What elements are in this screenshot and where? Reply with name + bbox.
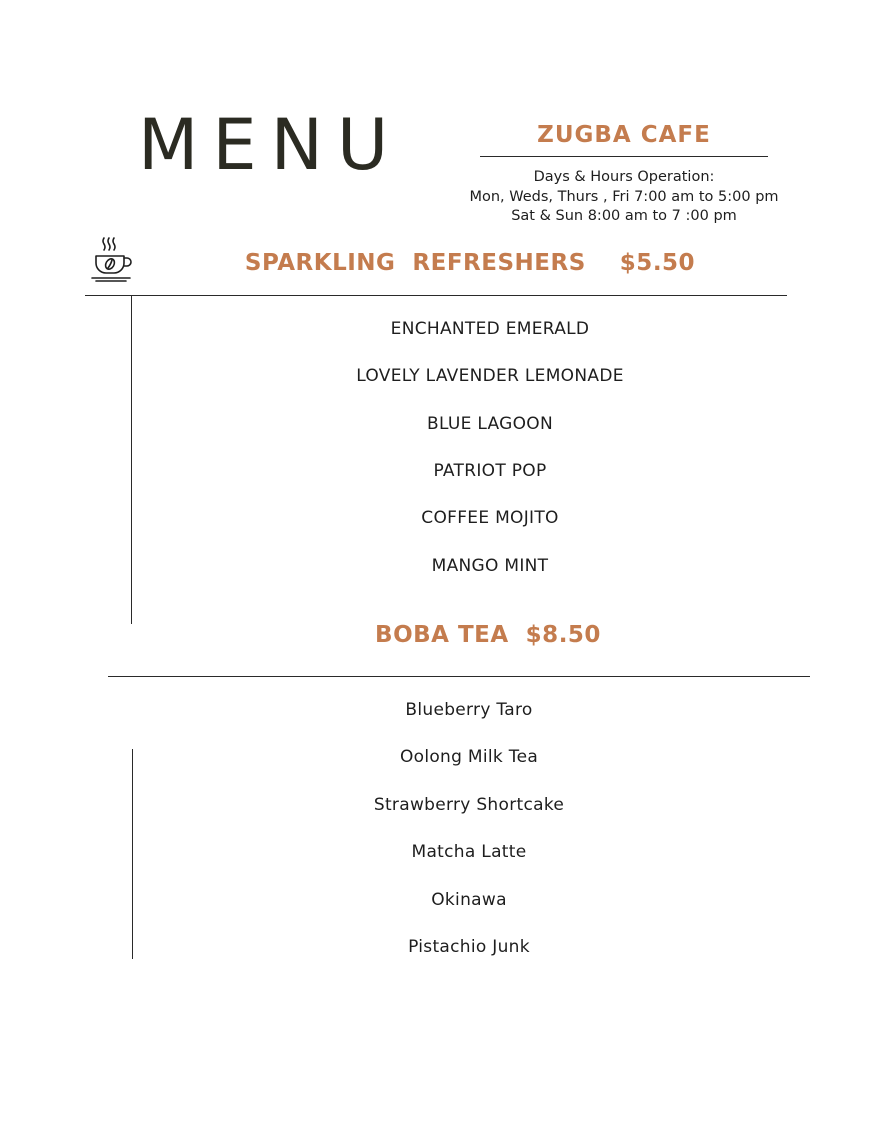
section-vertical-line	[132, 749, 133, 959]
cafe-name: ZUGBA CAFE	[537, 122, 711, 148]
coffee-cup-icon	[88, 234, 134, 284]
section-heading-sparkling-refreshers: SPARKLING REFRESHERS $5.50	[244, 250, 696, 276]
menu-item: Blueberry Taro	[405, 700, 533, 720]
section-heading-boba-tea: BOBA TEA $8.50	[375, 622, 601, 648]
menu-item: ENCHANTED EMERALD	[390, 319, 590, 339]
menu-item: MANGO MINT	[431, 556, 549, 576]
menu-item: PATRIOT POP	[433, 461, 547, 481]
hours-weekend: Sat & Sun 8:00 am to 7 :00 pm	[511, 208, 737, 224]
menu-title: MENU	[138, 104, 403, 186]
menu-item: Pistachio Junk	[408, 937, 530, 957]
menu-item: COFFEE MOJITO	[421, 508, 559, 528]
menu-item: LOVELY LAVENDER LEMONADE	[356, 366, 624, 386]
menu-item: Strawberry Shortcake	[373, 795, 565, 815]
menu-item: Matcha Latte	[411, 842, 527, 862]
hours-weekdays: Mon, Weds, Thurs , Fri 7:00 am to 5:00 pm	[469, 189, 779, 205]
section-vertical-line	[131, 296, 132, 624]
menu-item: Okinawa	[431, 890, 507, 910]
section-divider	[108, 676, 810, 677]
menu-item: BLUE LAGOON	[426, 414, 554, 434]
hours-heading: Days & Hours Operation:	[533, 169, 715, 185]
section-divider	[85, 295, 787, 296]
menu-item: Oolong Milk Tea	[399, 747, 539, 767]
cafe-name-divider	[480, 156, 768, 157]
